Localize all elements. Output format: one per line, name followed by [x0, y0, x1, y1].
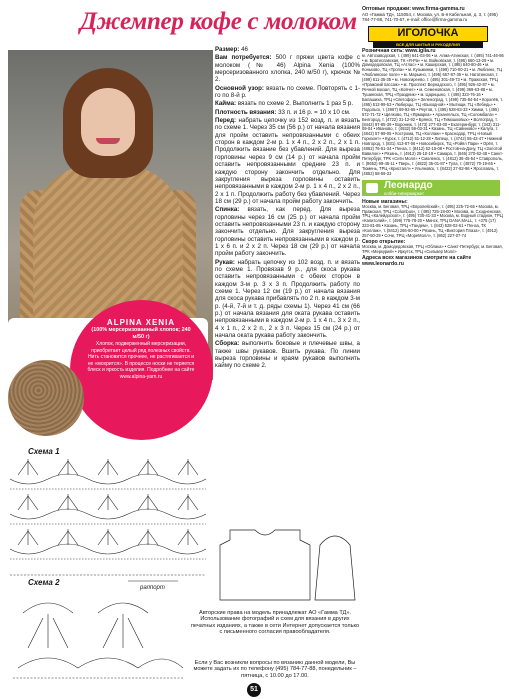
- yarn-brand: ALPINA XENIA: [106, 318, 176, 327]
- schema2-arches: [18, 658, 183, 668]
- yarn-description: Хлопок, подверженный мерсеризации, приобретает целый ряд полезных свойств. Нить становится прочнее, не растягивается и не «мохрится». В процессе носки не теряется блеск и яркость изделия. Подробнее на сайте www.alpina-yarn.ru: [87, 341, 195, 380]
- pattern-instructions: [215, 46, 360, 371]
- needed-text: 500 г пряжи цвета кофе с молоком (№ 46) Alpina Xenia (100% мерсеризованного хлопка, 240 м/50 г), крючок № 2.: [215, 54, 360, 84]
- needed-label: Вам потребуется:: [215, 54, 272, 62]
- front-back-piece: [220, 530, 310, 600]
- soon-label: Скоро открытие:: [362, 239, 406, 246]
- edge-label: Кайма:: [215, 100, 237, 108]
- sleeve-piece: [315, 536, 355, 600]
- basic-text: вязать по схеме. Повторять с 1-го по 8-й р.: [215, 84, 361, 100]
- catalog-note: Адреса всех магазинов смотрите на сайте www.leonardo.ru: [362, 254, 472, 267]
- stores-column: [362, 6, 504, 267]
- back-text: вязать, как перед. Для выреза горловины через 16 см (25 р.) от начала пройм оставить непровязанными 23 п. и каждую сторону закончить отдельно. Для закругления выреза горловины оставить непровязанными в каждом р. 1 х 6 п. и 2 х 2 п. Через 18 см (29 р.) от начала пройм работу закончить.: [215, 206, 360, 258]
- schema1-chains: [10, 474, 206, 559]
- schema2-title: Схема 2: [28, 578, 60, 587]
- retail-site: www.iglia.ru: [405, 47, 436, 54]
- leonardo-mark-icon: [366, 183, 378, 193]
- yarn-composition: (100% мерсеризованный хлопок; 240 м/50 г): [91, 327, 191, 340]
- retail-label: Розничная сеть:: [362, 47, 404, 54]
- size-label: Размер:: [215, 46, 240, 53]
- front-text: набрать цепочку из 152 возд. п. и вязать по схеме 1. Через 35 см (56 р.) от начала вязания для пройм оставить непровязанными с обеих сторон в каждом 2-м р. 1 х 4 п., 2 х 2 п., 2 х 1 п. Продолжить вязание без убавлений. Для выреза горловины через 9 см (14 р.) от начала пройм оставить непровязанными средние 23 п. и каждую сторону закончить отдельно. Для закругления выреза горловины оставить непровязанными в каждом 2-м р. 1 х 4 п., 2 х 2 п., 2 х 1 п. Продолжить работу без убавлений. Через 18 см (29 р.) от начала пройм работу закончить.: [215, 117, 360, 205]
- questions-note: Если у Вас возникли вопросы по вязанию данной модели, Вы можете задать их по телефону (495) 784-77-88, понедельник – пятница, с 10.00 до 17.00.: [193, 660, 357, 679]
- sleeve-label: Рукав:: [215, 258, 235, 266]
- yarn-ball-image: [8, 360, 84, 436]
- soon-store-list: Москва, м. Домодедовская, ТРЦ «Облака» • Санкт-Петербург, м. Беговая, ТРК «Меркурий» • Иркутск, ТРЦ «Сильвер Молл»: [362, 244, 503, 255]
- sleeve-text: набрать цепочку из 102 возд. п. и вязать по схеме 1. Провязав 9 р., для скоса рукава оставить непровязанными с обеих сторон в каждом 3-м р. 3 х 3 п. Продолжить работу по схеме 1. Через 12 см (19 р.) от начала вязания для скоса рукава прибавлять по 2 п. в каждом 3-м р. (4-й, 7-й и т. д. ряды схемы 1). Через 41 см (66 р.) от начала вязания для оката рукава оставить непровязанными в каждом 2-м р. 1 х 4 п., 3 х 2 п., 4 х 1 п., 2 х 2 п., 2 х 3 п. Через 15 см (24 р.) от начала оката рукава работу закончить.: [215, 258, 360, 340]
- schema1-diagram: [8, 455, 208, 585]
- front-label: Перед:: [215, 117, 237, 125]
- iglochka-logo: [368, 26, 488, 47]
- rapport-label: раппорт: [140, 585, 165, 591]
- edge-text: вязать по схеме 2. Выполнить 1 раз 5 р.: [237, 100, 354, 108]
- leonardo-store-list: Москва, м. Беговая, ТРЦ «Европейский», т. (495) 225-72-65 • Москва, м. Пражская, ТРЦ «Columbus», т. (495) 725-18-00 • Москва, м. Сходненская, ТРЦ «Калейдоскоп», т. (495) 730-41-33 • Москва, м. Водный стадион, ТРЦ «Капитолий», т. (499) 775-78-20 • Минск, ТРЦ DANA MALL, т. +375 (17) 323-81-85 • Казань, ТРЦ «Тандем», т. (843) 528-02-61 • Пенза, ТК «Коллаж», т. (8412) 266-60-00 • Рязань, ТЦ «Виктория Плаза», т. (4912) 257-50-29 • Сочи, ТРЦ «МореМолл», т. (862) 227-07-74: [362, 203, 503, 239]
- basic-label: Основной узор:: [215, 84, 264, 92]
- face-shape: [81, 88, 135, 156]
- leonardo-logo-tag: хобби-гипермаркет: [384, 190, 424, 196]
- leonardo-logo: [362, 180, 500, 196]
- back-label: Спинка:: [215, 206, 240, 214]
- wholesale-site: www.firma-gamma.ru: [412, 6, 465, 12]
- article-title: Джемпер кофе с молоком: [80, 8, 357, 35]
- wholesale-text: АО «Гамма ТД», 115054, г. Москва, ул. Б-я Кабельная, д. 3, т. (495) 784-77-88, 741-70-67, e-mail: office@firma-gamma.ru: [362, 12, 498, 23]
- page-number: 51: [247, 683, 261, 697]
- schema1-title: Схема 1: [28, 447, 60, 456]
- schema2-fans: [28, 614, 143, 648]
- iglochka-logo-tag: ВСЕ ДЛЯ ШИТЬЯ И РУКОДЕЛИЯ: [373, 42, 483, 48]
- schema1-fans: [18, 459, 198, 545]
- assembly-label: Сборка:: [215, 340, 240, 348]
- yarn-badge-text: [86, 318, 196, 381]
- iglochka-logo-text: ИГОЛОЧКА: [397, 26, 459, 39]
- mouth-shape: [96, 138, 120, 144]
- assembly-text: выполнить боковые и плечевые швы, а также швы рукавов. Вшить рукава. По линии выреза горловины и краям рукавов выполнить кайму по схеме 2.: [215, 340, 360, 370]
- schema2-diagram: [8, 588, 188, 693]
- pattern-pieces: [215, 525, 360, 605]
- leonardo-logo-text: Леонардо: [384, 179, 433, 191]
- schema2-picots: [23, 603, 148, 613]
- density-label: Плотность вязания:: [215, 108, 277, 116]
- size-value: 46: [241, 46, 248, 53]
- leonardo-new-label: Новые магазины:: [362, 198, 408, 205]
- iglochka-store-list: м. Автозаводская, т. (499) 641-03-06 • м. Алма-Атинская, т. (495) 741-46-86 • м. Братиславская, ТК «Я-Ра» • м. Войковская, т. (495) 660-13-28 • м. Домодедовская, ТЦ «Атлас» • м. Каширская, т. (495) 640-80-46 • м. Коньково, ТЦ «Тропа» • м. Кузьминки, т. (499) 710-00-21 • м. Люблино, ТЦ «Люблинское поле» • м. Марьино, т. (495) 657-87-35 • м. Нагатинская, т. (499) 611-35-35 • м. Новогиреево, т. (495) 301-49-73 • м. Пражская, ТРЦ «Пражский пассаж» • м. Проспект Вернадского, т. (495) 926-42-87 • м. Речной вокзал, ТЦ «Ковчег» • м. Семеновская, т. (499) 369-63-88 • м. Тушинская, ТРЦ «Праздник» • м. Царицыно, т. (495) 323-76-16 • Балашиха, ТРЦ «Светофор» • Зеленоград, т. (499) 735-84-54 • Королёв, т. (495) 512-99-53 • Люберцы, ТЦ «Выходной» • Мытищи, ТЦ «Лебедь» • Подольск, т. (4967) 69-92-65 • Реутов, т. (495) 528-63-33 • Химки, т. (495) 572-71-72 • Щёлково, ТЦ «Ярмарка» • Архангельск, ТЦ «Соломбала» • Белгород, т. (4722) 31-12-92 • Брянск, ТЦ «Тимошковых» • Волгоград, т. (8442) 97-85-39 • Воронеж, т. (473) 277-03-00 • Екатеринбург, т. (343) 311-09-04 • Иваново, т. (4932) 59-03-31 • Казань, ТЦ «Савиново» • Калуга, т. (4842) 57-99-05 • Кострома, ТЦ «Коллаж» • Краснодар, ТРЦ «Новый Горизонт» • Курск, т. (4712) 51-12-28 • Липецк, т. (4742) 55-42-47 • Нижний Новгород, т. (831) 413-87-06 • Новосибирск, ТЦ «Ройял Парк» • Орёл, т. (4862) 76-51-34 • Пенза, т. (8412) 52-15-08 • Ростов-на-Дону, ТЦ «Золотой Вавилон» • Рязань, т. (4912) 25-10-19 • Самара, т. (846) 270-62-48 • Санкт-Петербург, ТРК «Сити Молл» • Смоленск, т. (4812) 38-45-54 • Ставрополь, т. (8652) 99-45-11 • Тверь, т. (4822) 35-01-87 • Тула, т. (4872) 70-19-65 • Тюмень, ТРЦ «Кристалл» • Ульяновск, т. (8422) 27-82-96 • Ярославль, т. (4852) 58-59-33: [362, 52, 504, 176]
- wholesale-label: Оптовые продажи:: [362, 6, 411, 12]
- density-text: 33 п. и 16 р. = 10 х 10 см.: [278, 108, 351, 116]
- copyright-note: Авторские права на модель принадлежат АО «Гамма ТД». Использование фотографий и схем для вязания в других печатных изданиях, а также в сети Интернет допускается только с письменного согласия правообладателя.: [190, 610, 360, 636]
